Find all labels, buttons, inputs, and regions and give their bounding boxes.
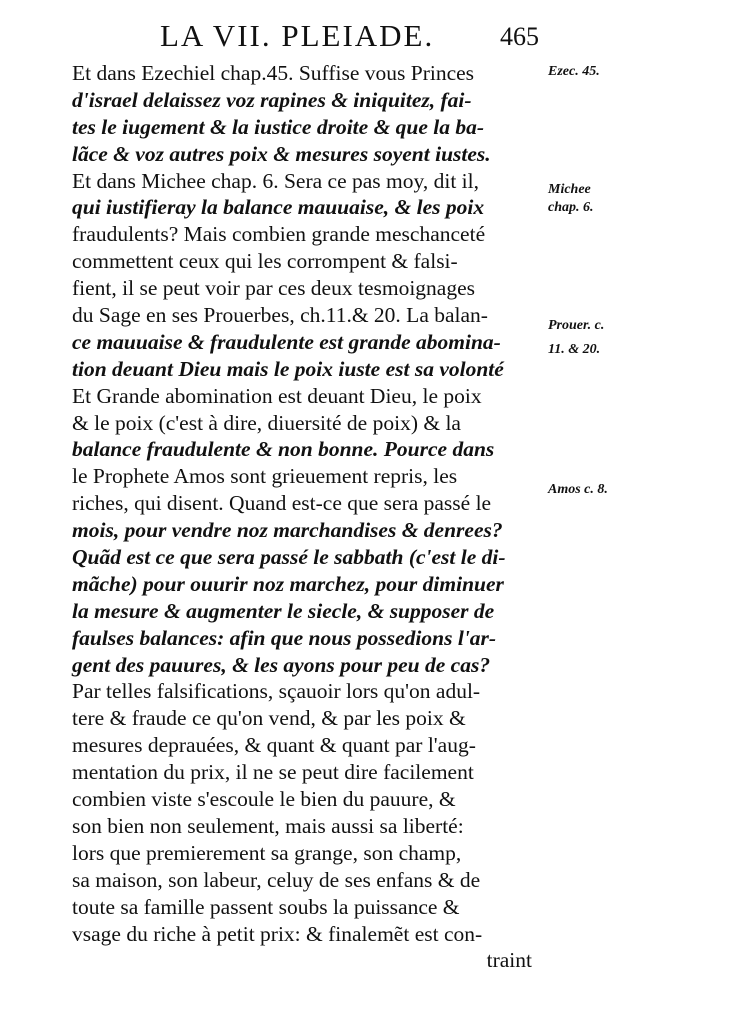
catchword: traint: [486, 948, 532, 973]
text-line: lors que premierement sa grange, son champ,: [72, 840, 462, 865]
text-line: Et Grande abomination est deuant Dieu, le poix: [72, 383, 482, 408]
text-line: balance fraudulente & non bonne. Pource dans: [72, 437, 495, 462]
margin-note: 11. & 20.: [548, 342, 601, 357]
text-line: Par telles falsifications, sçauoir lors qu'on adul-: [72, 679, 481, 704]
text-line: Et dans Michee chap. 6. Sera ce pas moy, dit il,: [72, 168, 479, 193]
margin-note: Ezec. 45.: [548, 64, 600, 79]
text-line: Quãd est ce que sera passé le sabbath (c'est le di-: [72, 545, 506, 570]
text-line: fraudulents? Mais combien grande meschanceté: [72, 222, 486, 247]
page-header: [0, 18, 739, 58]
page-number: 465: [500, 22, 539, 51]
text-line: faulses balances: afin que nous possedions l'ar-: [72, 625, 497, 650]
text-line: la mesure & augmenter le siecle, & supposer de: [72, 598, 495, 623]
text-line: tion deuant Dieu mais le poix iuste est sa volonté: [72, 356, 504, 381]
text-line: tere & fraude ce qu'on vend, & par les poix &: [72, 706, 466, 731]
text-line: le Prophete Amos sont grieuement repris, les: [72, 464, 458, 489]
text-line: mãche) pour ouurir noz marchez, pour diminuer: [72, 571, 504, 596]
margin-note: Amos c. 8.: [548, 482, 608, 497]
text-line: du Sage en ses Prouerbes, ch.11.& 20. La balan-: [72, 303, 488, 328]
margin-note: chap. 6.: [548, 200, 594, 215]
text-line: toute sa famille passent soubs la puissance &: [72, 894, 460, 919]
text-line: vsage du riche à petit prix: & finalemẽt est con-: [72, 921, 483, 946]
text-line: tes le iugement & la iustice droite & que la ba-: [72, 114, 485, 139]
text-line: fient, il se peut voir par ces deux tesmoignages: [72, 276, 476, 301]
body-text: [72, 60, 552, 974]
text-line: gent des pauures, & les ayons pour peu de cas?: [72, 652, 491, 677]
text-line: combien viste s'escoule le bien du pauure, &: [72, 787, 456, 812]
text-line: son bien non seulement, mais aussi sa liberté:: [72, 813, 464, 838]
text-line: Et dans Ezechiel chap.45. Suffise vous Princes: [72, 61, 475, 85]
text-line: lãce & voz autres poix & mesures soyent iustes.: [72, 141, 491, 166]
text-line: d'israel delaissez voz rapines & iniquitez, fai-: [72, 87, 472, 112]
running-title: LA VII. PLEIADE.: [160, 18, 435, 53]
margin-note: Michee: [548, 182, 591, 197]
text-line: mentation du prix, il ne se peut dire facilement: [72, 760, 474, 785]
text-line: qui iustifieray la balance mauuaise, & les poix: [72, 195, 485, 220]
text-line: mesures deprauées, & quant & quant par l'aug-: [72, 733, 476, 758]
text-line: & le poix (c'est à dire, diuersité de poix) & la: [72, 410, 461, 435]
text-line: commettent ceux qui les corrompent & falsi-: [72, 249, 458, 274]
margin-note: Prouer. c.: [548, 318, 605, 333]
text-line: ce mauuaise & fraudulente est grande abomina-: [72, 329, 501, 354]
text-line: mois, pour vendre noz marchandises & denrees?: [72, 518, 503, 543]
text-line: riches, qui disent. Quand est-ce que sera passé le: [72, 491, 492, 516]
text-line: sa maison, son labeur, celuy de ses enfans & de: [72, 867, 481, 892]
